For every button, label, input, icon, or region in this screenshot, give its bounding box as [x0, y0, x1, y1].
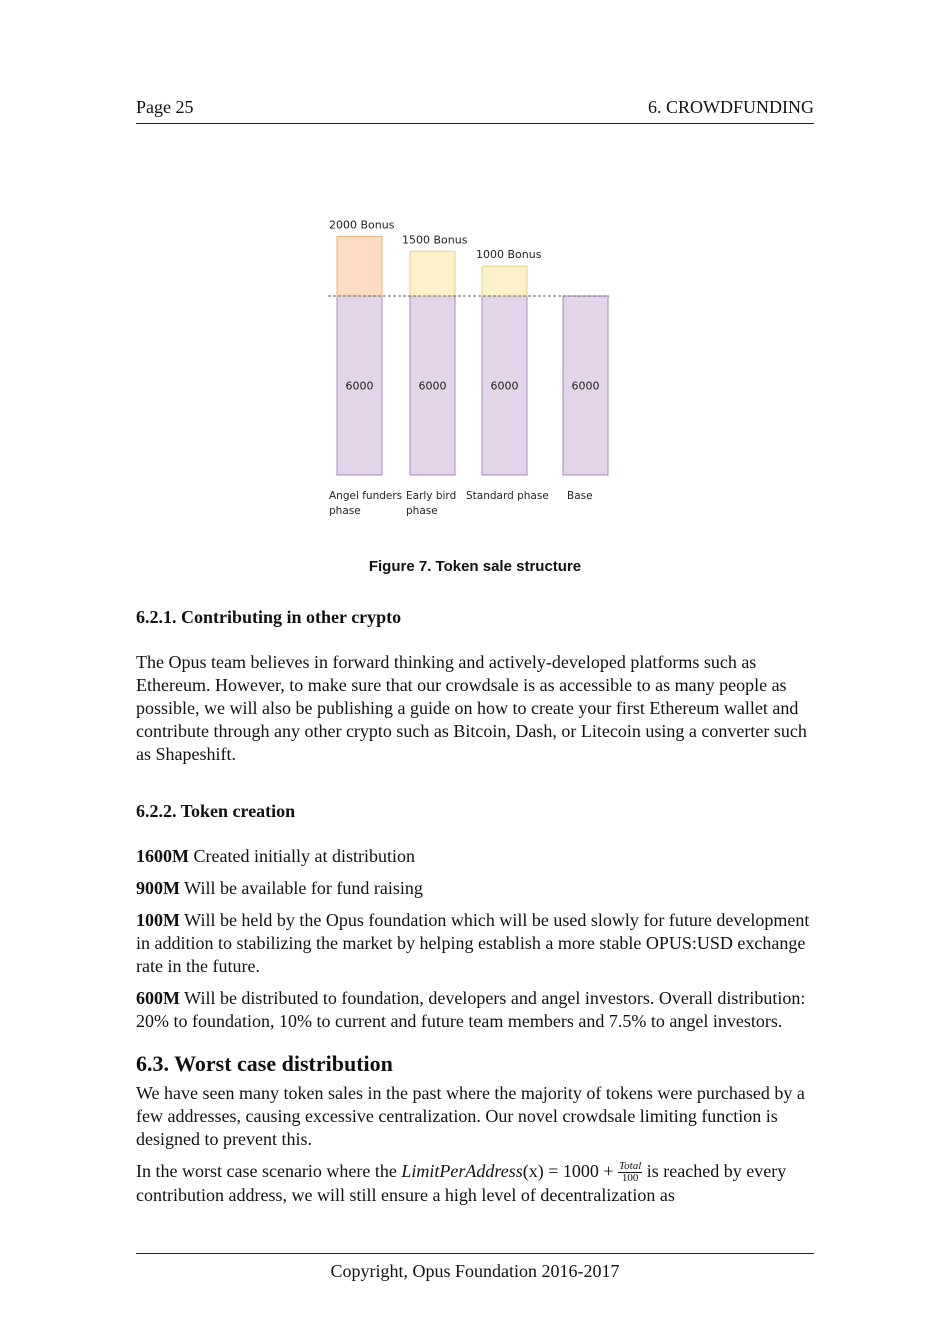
bar-bonus-2 — [482, 266, 527, 296]
category-label-0-0: Angel funders — [329, 490, 403, 502]
formula-arg: (x) = 1000 + — [522, 1161, 619, 1181]
list-item-token-1600m — [136, 845, 814, 868]
token-sale-chart — [320, 205, 620, 525]
list-item-token-600m — [136, 987, 814, 1033]
paragraph-worst-case-1: We have seen many token sales in the past where the majority of tokens were purchased by a few addresses, causing excessive centralization. Our novel crowdsale limiting function is designed to prevent this. — [136, 1083, 805, 1149]
bar-bonus-label-0: 2000 Bonus — [329, 218, 395, 232]
text-100m: Will be held by the Opus foundation which will be used slowly for future development in addition to stabilizing the market by helping establish a more stable OPUS:USD exchange rate in the future. — [136, 910, 810, 976]
category-label-2-0: Standard phase — [466, 490, 549, 502]
amount-1600m: 1600M — [136, 846, 189, 866]
category-label-0-1: phase — [329, 505, 361, 517]
page-header — [136, 97, 814, 124]
section-heading-6-3: 6.3. Worst case distribution — [136, 1051, 393, 1076]
section-heading-6-2-2: 6.2.2. Token creation — [136, 801, 296, 821]
para2-before: In the worst case scenario where the — [136, 1161, 402, 1181]
formula-numerator: Total — [619, 1160, 642, 1173]
category-label-1-1: phase — [406, 505, 438, 517]
section-heading-6-2-1: 6.2.1. Contributing in other crypto — [136, 607, 402, 627]
category-label-1-0: Early bird — [406, 490, 457, 502]
formula-fraction — [618, 1161, 642, 1184]
chapter-title: 6. CROWDFUNDING — [648, 97, 814, 117]
page-number: Page 25 — [136, 97, 194, 117]
bar-base-label-3: 6000 — [571, 379, 600, 393]
figure-caption: Figure 7. Token sale structure — [368, 558, 582, 575]
category-label-3-0: Base — [567, 490, 593, 502]
text-900m: Will be available for fund raising — [180, 878, 423, 898]
amount-900m: 900M — [136, 878, 180, 898]
formula-function: LimitPerAddress — [401, 1161, 523, 1181]
text-1600m: Created initially at distribution — [189, 846, 415, 866]
amount-600m: 600M — [136, 988, 180, 1008]
bar-bonus-1 — [410, 251, 455, 296]
para2-after: is reached by every contribution address, we will still ensure a high level of decentralization as — [136, 1161, 787, 1206]
bar-bonus-label-2: 1000 Bonus — [476, 248, 542, 262]
bar-base-label-0: 6000 — [345, 379, 374, 393]
footer-rule — [136, 1253, 814, 1254]
formula-denominator: 100 — [621, 1172, 639, 1185]
bar-bonus-0 — [337, 236, 382, 296]
amount-100m: 100M — [136, 910, 180, 930]
text-600m: Will be distributed to foundation, developers and angel investors. Overall distribution: 20% to foundation, 10% to current and future team members and 7.5% to angel investors. — [136, 988, 806, 1031]
bar-base-label-2: 6000 — [490, 379, 519, 393]
bar-base-label-1: 6000 — [418, 379, 447, 393]
paragraph-worst-case-2 — [136, 1160, 814, 1207]
list-item-token-100m — [136, 909, 814, 978]
list-item-token-900m — [136, 877, 814, 900]
footer-copyright: Copyright, Opus Foundation 2016-2017 — [330, 1261, 620, 1281]
paragraph-other-crypto: The Opus team believes in forward thinking and actively-developed platforms such as Ethereum. However, to make sure that our crowdsale is as accessible to as many people as possible, we will also be publishing a guide on how to create your first Ethereum wallet and contribute through any other crypto such as Bitcoin, Dash, or Litecoin using a converter such as Shapeshift. — [136, 652, 807, 764]
bar-bonus-label-1: 1500 Bonus — [402, 233, 468, 247]
main-content — [136, 606, 814, 1207]
